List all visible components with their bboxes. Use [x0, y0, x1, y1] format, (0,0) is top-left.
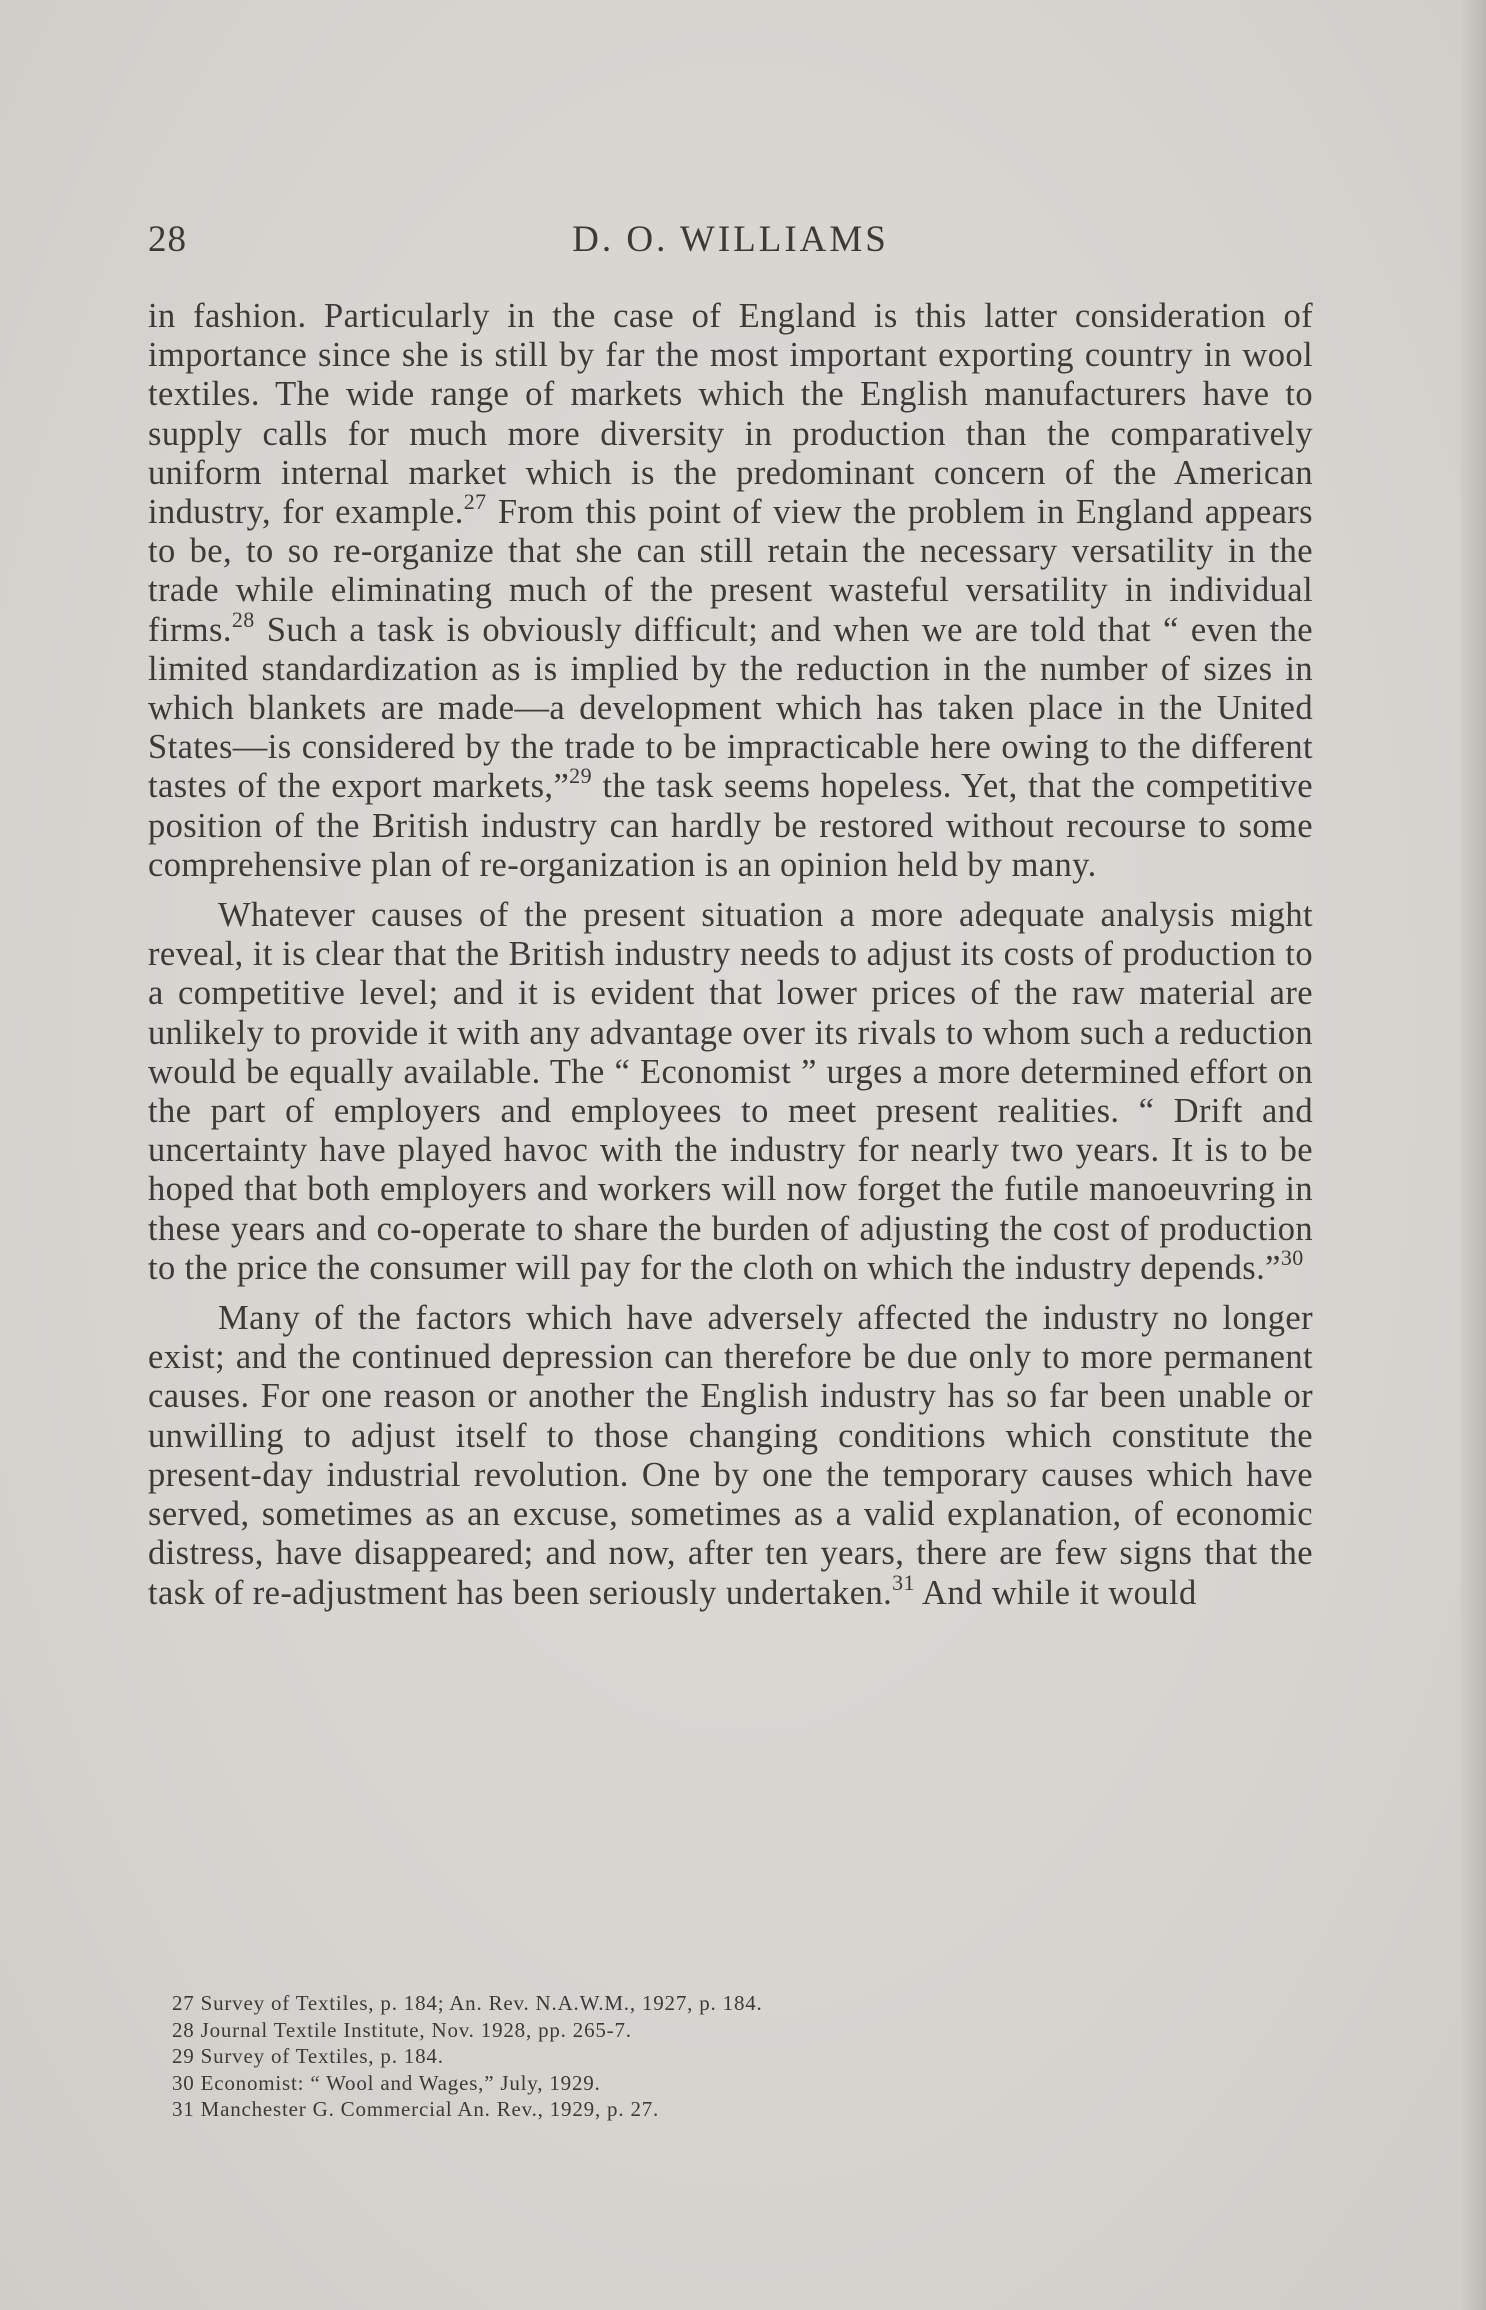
paragraph-text: Whatever causes of the present situation a more adequate analysis might reveal, it is clear that the British industry needs to adjust its costs of production to a competitive level; and it is evident that lower prices of the raw material are unlikely to provide it with any advantage over its rivals to whom such a reduction would be equally available. The “ Economist ” urges a more determined effort on the part of employers and employees to meet present realities. “ Drift and uncertainty have played havoc with the industry for nearly two years. It is to be hoped that both employers and workers will now forget the futile manoeuvring in these years and co-operate to share the burden of adjusting the cost of production to the price the consumer will pay for the cloth on which the industry depends.”: [148, 896, 1313, 1287]
paragraph-3: [148, 1299, 1313, 1613]
footnote: [172, 2096, 1272, 2123]
paragraph-text: Many of the factors which have adversely affected the industry no longer exist; and the continued depression can therefore be due only to more permanent causes. For one reason or another the English industry has so far been unable or unwilling to adjust itself to those changing conditions which constitute the present-day industrial revolution. One by one the temporary causes which have served, sometimes as an excuse, sometimes as a valid explanation, of economic distress, have disappeared; and now, after ten years, there are few signs that the task of re-adjustment has been seriously undertaken.: [148, 1299, 1313, 1612]
paragraph-text: the task seems hopeless. Yet, that the competitive position of the British industry can hardly be restored without recourse to some comprehensive plan of re-organization is an opinion held by many.: [148, 767, 1313, 884]
page-header: [148, 218, 1313, 268]
footnote-text: Survey of Textiles, p. 184; An. Rev. N.A.W.M., 1927, p. 184.: [200, 1991, 763, 2015]
page-edge: [1460, 0, 1486, 2310]
footnote-number: 27: [172, 1991, 195, 2015]
footnote: [172, 2043, 1272, 2070]
paragraph-text: From this point of view the problem in England appears to be, to so re-organize that she can still retain the necessary versatility in the trade while eliminating much of the present wasteful versatility in individual firms.: [148, 493, 1313, 649]
footnote-number: 29: [172, 2044, 195, 2068]
footnote-text: Survey of Textiles, p. 184.: [200, 2044, 444, 2068]
footnote-text: Manchester G. Commercial An. Rev., 1929, p. 27.: [200, 2097, 660, 2121]
running-head: D. O. WILLIAMS: [572, 219, 889, 260]
footnote-text: Journal Textile Institute, Nov. 1928, pp. 265-7.: [200, 2017, 632, 2042]
paragraph-2: [148, 896, 1313, 1288]
footnotes: [172, 1990, 1272, 2123]
footnote-ref-27: 27: [463, 489, 487, 515]
paragraph-1: [148, 297, 1313, 885]
footnote-number: 31: [172, 2097, 195, 2121]
footnote-ref-31: 31: [892, 1569, 915, 1595]
footnote-number: 30: [172, 2070, 195, 2095]
page-number: 28: [148, 219, 187, 260]
footnote: [172, 2070, 1272, 2097]
paragraph-text: And while it would: [914, 1573, 1197, 1612]
footnote-ref-28: 28: [231, 606, 255, 632]
footnote-number: 28: [172, 2017, 195, 2042]
footnote: [172, 2017, 1272, 2044]
footnote-text: Economist: “ Wool and Wages,” July, 1929.: [200, 2070, 601, 2095]
paragraph-text: Such a task is obviously difficult; and when we are told that “ even the limited standardization as is implied by the reduction in the number of sizes in which blankets are made—a development which has taken place in the United States—is considered by the trade to be impracticable here owing to the different tastes of the export markets,”: [148, 610, 1313, 806]
footnote: [172, 1990, 1272, 2017]
footnote-ref-29: 29: [569, 763, 592, 789]
footnote-ref-30: 30: [1280, 1244, 1304, 1270]
body-text: [148, 297, 1313, 1613]
paragraph-text: in fashion. Particularly in the case of England is this latter consideration of importance since she is still by far the most important exporting country in wool textiles. The wide range of markets which the English manufacturers have to supply calls for much more diversity in production than the comparatively uniform internal market which is the predominant concern of the American industry, for example.: [148, 297, 1313, 532]
